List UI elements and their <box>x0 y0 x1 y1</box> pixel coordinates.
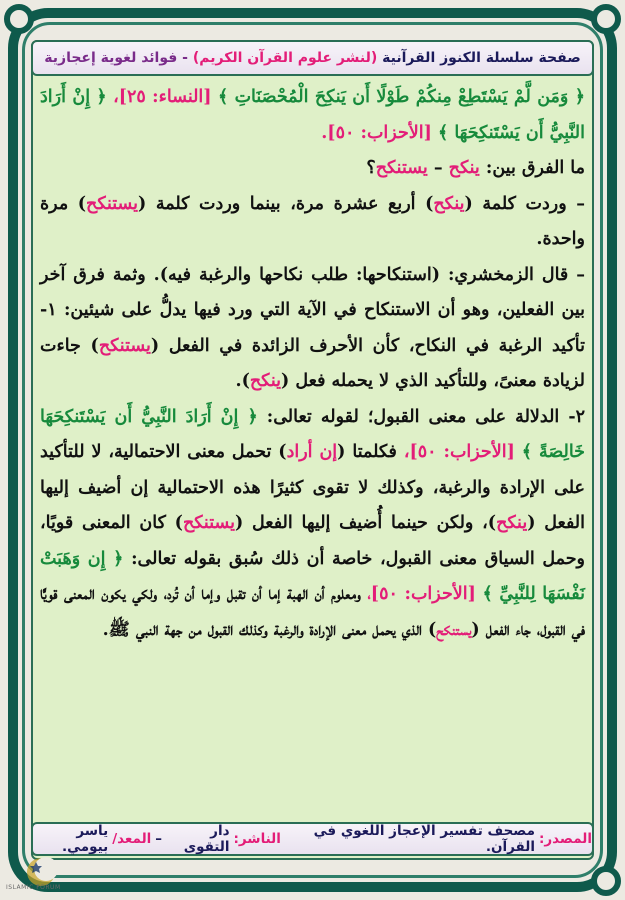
corner-ornament-icon <box>591 4 621 34</box>
acceptance-paragraph: ٢- الدلالة على معنى القبول؛ لقوله تعالى: ﴿ إِنْ أَرَادَ النَّبِيُّ أَن يَسْتَنكِحَهَا خَالِصَةً ﴾ [الأحزاب: ٥٠]، فكلمتا (إن أراد) تحمل معنى الاحتمالية، لا للتأكيد على الإرادة والرغبة، وكذلك لا تقوى كثيرًا هذه الاحتمالية إن أضيف إليها الفعل (ينكح)، ولكن حينما أُضيف إليها الفعل (يستنكح) كان المعنى قويًا، وحمل السياق معنى القبول، خاصة أن ذلك سُبق بقوله تعالى: ﴿ إِن وَهَبَتْ نَفْسَهَا لِلنَّبِيِّ ﴾ [الأحزاب: ٥٠]، ومعلوم أن الهبة إما أن تقبل وإما أن تُرد، ولكي يكون المعنى قويًّا في القبول، جاء الفعل (يستنكح) الذي يحمل معنى الإرادة والرغبة وكذلك القبول من جهة النبي ﷺ. <box>40 406 586 640</box>
article-body <box>40 80 585 810</box>
quran-verse: ﴿ وَمَن لَّمْ يَسْتَطِعْ مِنكُمْ طَوْلًا أَن يَنكِحَ الْمُحْصَنَاتِ ﴾ <box>217 87 585 107</box>
prepared-value: ياسر بيومي. <box>61 823 109 855</box>
question-line: ما الفرق بين: ينكح – يستنكح؟ <box>366 158 585 178</box>
source-label: المصدر: <box>538 831 592 847</box>
corner-ornament-icon <box>591 866 621 896</box>
verse-paragraph <box>40 80 585 151</box>
publisher-label: الناشر: <box>233 831 281 847</box>
header-title: صفحة سلسلة الكنوز القرآنية <box>382 50 581 66</box>
source-footer: المصدر: مصحف تفسير الإعجاز اللغوي في القرآن. الناشر: دار التقوى – المعد/ ياسر بيومي. <box>31 822 594 856</box>
frequency-paragraph: – وردت كلمة (ينكح) أربع عشرة مرة، بينما وردت كلمة (يستنكح) مرة واحدة. <box>40 193 585 249</box>
source-value: مصحف تفسير الإعجاز اللغوي في القرآن. <box>313 823 535 855</box>
quran-verse: ﴿ إِنْ أَرَادَ النَّبِيُّ أَن يَسْتَنكِحَهَا ﴾ <box>40 87 585 143</box>
quran-verse: ﴿ إِن وَهَبَتْ نَفْسَهَا لِلنَّبِيِّ ﴾ <box>40 548 585 604</box>
quran-verse: ﴿ إِنْ أَرَادَ النَّبِيُّ أَن يَسْتَنكِحَهَا خَالِصَةً ﴾ <box>40 406 585 462</box>
header-subtitle: (لنشر علوم القرآن الكريم) <box>192 50 378 66</box>
prepared-label: المعد/ <box>112 831 152 847</box>
header-tagline: - فوائد لغوية إعجازية <box>44 50 188 66</box>
verse-reference: [الأحزاب: ٥٠]، <box>403 442 515 462</box>
verse-reference: [الأحزاب: ٥٠]. <box>321 122 432 143</box>
corner-ornament-icon <box>4 4 34 34</box>
header-bar <box>31 40 594 76</box>
zamakhshari-paragraph: – قال الزمخشري: (استنكاحها: طلب نكاحها والرغبة فيه). وثمة فرق آخر بين الفعلين، وهو أن الاستنكاح في الآية التي ورد فيها يدلُّ على شيئين: ١- تأكيد الرغبة في النكاح، كأن الأحرف الزائدة في الفعل (يستنكح) جاءت لزيادة معنىً، وللتأكيد الذي لا يحمله فعل (ينكح). <box>40 264 585 391</box>
publisher-value: دار التقوى <box>183 823 230 855</box>
logo-caption: ISLAMIC FORUM <box>6 884 61 891</box>
verse-reference: [النساء: ٢٥]، <box>113 87 212 107</box>
verse-reference: [الأحزاب: ٥٠]، <box>367 584 476 604</box>
